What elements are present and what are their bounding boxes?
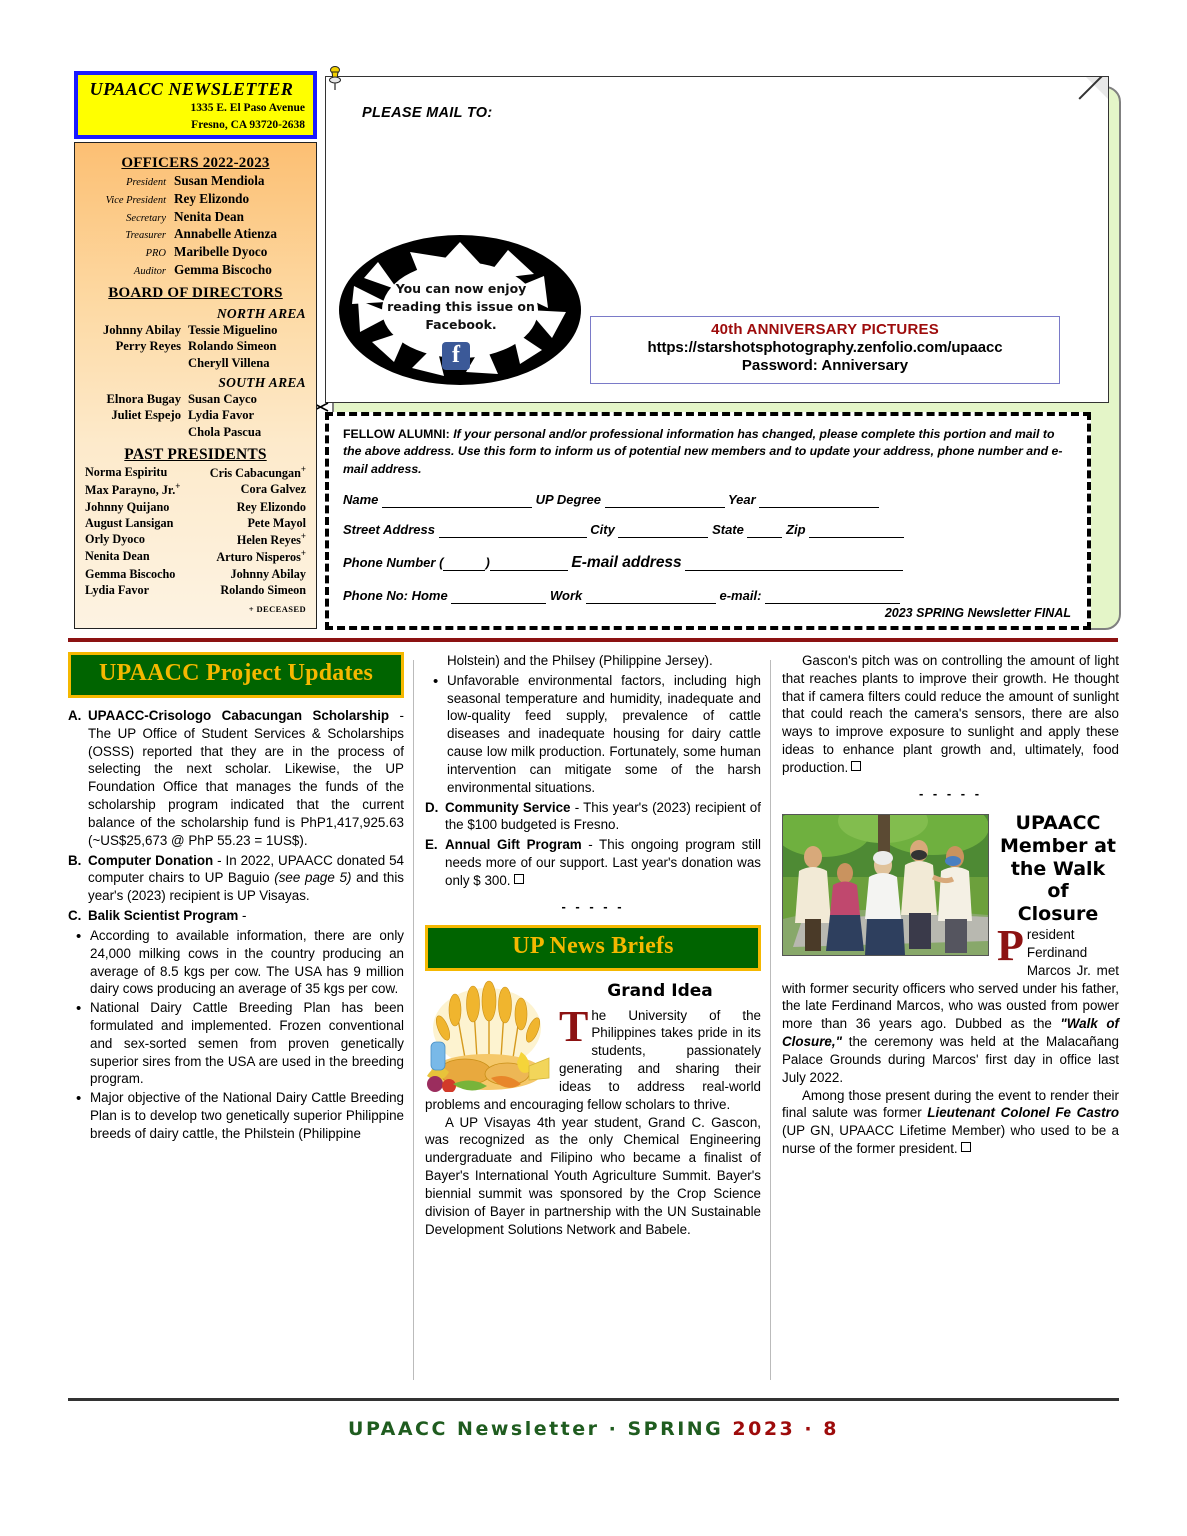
walk-of-closure-photo <box>782 814 989 956</box>
footer-text-left: UPAACC Newsletter · SPRING <box>348 1418 733 1440</box>
grand-idea-dropcap: T <box>559 1001 589 1051</box>
walk-para-2 <box>782 1087 1119 1158</box>
director-name-2: Rolando Simeon <box>188 339 277 354</box>
item-d-body <box>445 799 761 835</box>
past-president-name-1: Norma Espiritu <box>85 464 168 479</box>
past-president-name-2: Cora Galvez <box>240 482 306 497</box>
input-email[interactable] <box>765 588 900 604</box>
director-name-2: Susan Cayco <box>188 391 257 406</box>
form-row-phones <box>343 588 1073 604</box>
director-name-2: Tessie Miguelino <box>188 322 278 337</box>
item-a-body <box>88 707 404 850</box>
director-row <box>85 322 306 338</box>
past-president-name-1: Johnny Quijano <box>85 499 170 514</box>
walk-para-2-bold: Lieutenant Colonel Fe Castro <box>927 1105 1120 1121</box>
label-zip: Zip <box>786 522 806 538</box>
input-street-address[interactable] <box>439 522 587 538</box>
officer-role: Secretary <box>126 212 166 224</box>
item-a-text: - The UP Office of Student Services & Scholarships (OSSS) reported that they are in the process of selecting the next scholar. Likewise, the UP Foundation Office that manages the funds of the scholarship program indicated that the current balance of the scholarship fund is PhP1,417,925.63 (~US$25,673 @ PhP 55.23 = 1US$). <box>88 707 404 848</box>
item-b-text-italic: (see page 5) <box>274 870 352 886</box>
section-dots-divider-1: - - - - - <box>561 898 625 914</box>
director-row <box>85 355 306 371</box>
masthead-address-line-2: Fresno, CA 93720-2638 <box>191 118 305 131</box>
officer-role: President <box>126 177 166 188</box>
label-phone-home: Phone No: Home <box>343 588 448 604</box>
board-heading: BOARD OF DIRECTORS <box>108 284 283 301</box>
walk-title-line-4: Closure <box>1017 903 1099 926</box>
officers-heading: OFFICERS 2022-2023 <box>121 155 270 171</box>
input-email-address[interactable] <box>685 555 903 571</box>
input-phone-home[interactable] <box>451 588 546 604</box>
label-email-address: E-mail address <box>571 554 682 572</box>
item-e-title: Annual Gift Program <box>445 837 582 853</box>
director-row <box>85 338 306 354</box>
north-area-label: NORTH AREA <box>216 305 306 321</box>
past-president-name-2: Rey Elizondo <box>236 499 306 514</box>
past-president-name-2: Pete Mayol <box>247 515 306 530</box>
masthead-box <box>74 71 317 139</box>
input-city[interactable] <box>618 522 708 538</box>
director-name-2: Lydia Favor <box>188 408 255 423</box>
officer-row <box>85 173 306 190</box>
harvest-illustration-icon <box>425 980 553 1092</box>
director-name-1: Juliet Espejo <box>111 408 181 423</box>
item-e-letter: E. <box>425 837 438 853</box>
column-separator-1 <box>413 660 414 1380</box>
end-mark-icon-2 <box>851 761 861 771</box>
input-year[interactable] <box>759 492 879 508</box>
label-phone-number: Phone Number <box>343 555 436 571</box>
past-president-name-2: Arturo Nisperos+ <box>216 548 306 565</box>
director-name-1: Perry Reyes <box>115 339 181 354</box>
facebook-badge <box>338 234 582 386</box>
past-president-row <box>85 582 306 598</box>
past-president-name-1: Gemma Biscocho <box>85 566 176 581</box>
officer-row <box>85 244 306 261</box>
item-d-title: Community Service <box>445 799 571 815</box>
label-year: Year <box>727 492 756 508</box>
north-directors-list <box>85 322 306 371</box>
grand-idea-para-3 <box>782 652 1119 777</box>
officers-sidebar <box>74 142 317 629</box>
grand-idea-para-3-text: Gascon's pitch was on controlling the amount of light that reaches plants to improve their growth. He thought that if camera filters could reduce the amount of sunlight that could reach the camera's sensors, there are also ways to improve exposure to sunlight and apply these ideas to enhance plant growth and, ultimately, food production. <box>782 653 1119 775</box>
anniversary-password: Password: Anniversary <box>741 357 909 374</box>
label-street-address: Street Address <box>343 522 435 538</box>
walk-title-line-1: UPAACC <box>1015 812 1101 835</box>
item-b-text-post: and this year's (2023) recipient is UP Visayas. <box>88 870 405 904</box>
masthead-address-line-1: 1335 E. El Paso Avenue <box>190 102 305 114</box>
walk-para-2-pre: Among those present during the event to render their final salute was former <box>782 1087 1119 1121</box>
fb-line-3: Facebook. <box>425 317 497 333</box>
article-column-1 <box>68 652 404 1145</box>
news-briefs-banner-text: UP News Briefs <box>512 933 674 960</box>
section-dots-divider-2: - - - - - <box>918 785 983 801</box>
walk-para-1-tail: the ceremony was held at the Malacañang Palace Grounds during Marcos' first day in office last July 2022. <box>782 1034 1119 1085</box>
officer-row <box>85 191 306 208</box>
balik-bullets-col1 <box>68 927 404 1143</box>
pushpin-icon <box>326 66 344 96</box>
past-president-name-1: Lydia Favor <box>85 582 149 597</box>
bullet-item: • Unfavorable environmental factors, including high seasonal temperature and humidity, inadequate and low-quality feed supply, prevalence of cattle diseases and inadequate housing for dairy cattle cause low milk production. Fortunately, some human intervention can mitigate some of the harsh environmental situations. <box>447 672 761 797</box>
past-president-name-1: August Lansigan <box>85 515 174 530</box>
director-name-2: Cheryll Villena <box>188 355 270 370</box>
input-state[interactable] <box>747 522 782 538</box>
past-president-name-1: Orly Dyoco <box>85 531 145 546</box>
past-president-row <box>85 481 306 498</box>
masthead-title: UPAACC NEWSLETTER <box>89 79 294 99</box>
item-c-body <box>88 907 404 925</box>
item-c-text: - <box>238 908 247 924</box>
anniversary-pictures-box <box>590 316 1060 384</box>
project-item-b <box>68 852 404 905</box>
officer-role: Vice President <box>105 194 166 206</box>
bullet-item: • Major objective of the National Dairy Cattle Breeding Plan is to develop two genetically superior Philippine breeds of dairy cattle, the Philstein (Philippine <box>90 1089 404 1142</box>
walk-para-1-quote: "Walk of Closure," <box>782 1016 1119 1050</box>
project-item-a <box>68 707 404 850</box>
alumni-form-lead: FELLOW ALUMNI: <box>343 427 450 441</box>
past-president-row <box>85 499 306 515</box>
articles-area <box>68 652 1119 1392</box>
input-area-code[interactable] <box>443 555 485 571</box>
item-d-letter: D. <box>425 799 439 815</box>
officers-list <box>85 173 306 279</box>
anniversary-title: 40th ANNIVERSARY PICTURES <box>711 321 939 338</box>
past-president-row <box>85 548 306 565</box>
form-row-phone-email: Phone Number ( ) E-mail address <box>343 554 1073 572</box>
label-city: City <box>590 522 615 538</box>
past-president-name-2: Rolando Simeon <box>220 582 306 597</box>
article-column-2 <box>425 652 761 1238</box>
walk-para-1-rest: with former security officers who served under his father, the late Ferdinand Marcos, who was ousted from power more than 36 years ago. Dubbed as the <box>782 980 1119 1032</box>
officer-role: PRO <box>145 248 166 260</box>
fellow-alumni-form <box>325 412 1091 630</box>
please-mail-to-label: PLEASE MAIL TO: <box>362 105 493 121</box>
item-b-text-pre: - In 2022, UPAACC donated 54 computer chairs to UP Baguio <box>88 852 405 886</box>
form-version-label: 2023 SPRING Newsletter FINAL <box>884 606 1071 620</box>
balik-bullets-col2 <box>425 672 761 797</box>
alumni-form-intro <box>343 426 1073 478</box>
item-b-body <box>88 852 404 905</box>
past-president-name-2: Cris Cabacungan+ <box>209 463 306 480</box>
end-mark-icon <box>514 874 524 884</box>
past-president-row <box>85 566 306 582</box>
officer-row <box>85 262 306 279</box>
item-c-letter: C. <box>68 908 82 924</box>
label-up-degree: UP Degree <box>535 492 601 508</box>
walk-title-line-3: the Walk of <box>1010 857 1106 903</box>
walk-para-1-head: resident Ferdinand Marcos Jr. met <box>1026 927 1119 978</box>
walk-dropcap: P <box>997 921 1024 971</box>
item-e-text: - This ongoing program still needs more of our support. Last year's donation was only $ 300. <box>445 837 761 888</box>
input-name[interactable] <box>382 492 532 508</box>
officer-name: Maribelle Dyoco <box>174 244 268 260</box>
label-email: e-mail: <box>719 588 762 604</box>
item-a-title: UPAACC-Crisologo Cabacungan Scholarship <box>88 707 390 723</box>
item-b-letter: B. <box>68 852 82 868</box>
past-president-row <box>85 464 306 481</box>
walk-para-2-post: (UP GN, UPAACC Lifetime Member) who used to be a nurse of the former president. <box>782 1123 1119 1156</box>
officer-name: Rey Elizondo <box>174 190 250 206</box>
page-footer <box>0 1418 1187 1440</box>
fb-line-2: reading this issue on <box>387 299 535 315</box>
item-b-title: Computer Donation <box>88 852 214 868</box>
officer-role: Treasurer <box>125 230 166 242</box>
past-president-row <box>85 515 306 531</box>
south-directors-list <box>85 391 306 440</box>
deceased-footnote: + DECEASED <box>248 603 306 614</box>
form-row-address <box>343 522 1073 538</box>
input-phone[interactable] <box>490 555 568 571</box>
footer-divider-rule <box>68 1398 1119 1401</box>
project-item-d <box>425 799 761 835</box>
project-updates-banner <box>68 652 404 698</box>
item-c-title: Balik Scientist Program <box>88 908 239 924</box>
section-divider-rule <box>68 638 1118 642</box>
input-up-degree[interactable] <box>605 492 725 508</box>
item-d-text: - This year's (2023) recipient of the $100 budgeted is Fresno. <box>445 799 761 833</box>
past-presidents-heading: PAST PRESIDENTS <box>124 445 267 463</box>
article-column-3 <box>782 652 1119 1158</box>
project-item-e <box>425 836 761 889</box>
alumni-form-instructions: If your personal and/or professional information has changed, please complete this portion and mail to the above address. Use this form to inform us of potential new members and to update your address, phone number and e-mail address. <box>343 427 1063 476</box>
input-zip[interactable] <box>809 522 904 538</box>
officer-row <box>85 209 306 226</box>
officer-name: Gemma Biscocho <box>174 261 272 277</box>
director-name-1: Elnora Bugay <box>106 391 181 406</box>
page-dogear-line <box>1078 76 1109 107</box>
director-name-1: Johnny Abilay <box>102 322 181 337</box>
top-mailer-section <box>0 0 1187 650</box>
walk-title-line-2: Member at <box>1000 834 1116 857</box>
news-briefs-banner <box>425 925 761 971</box>
officer-role: Auditor <box>133 265 166 277</box>
past-president-name-1: Nenita Dean <box>85 549 150 564</box>
grand-idea-para-1-text: he University of the Philippines takes pride in its students, passionately generating and sharing their ideas to address real-world problems and encouraging fellow scholars to thrive. <box>425 1007 761 1112</box>
officer-name: Annabelle Atienza <box>174 226 277 242</box>
bullet-item: • According to available information, there are only 24,000 milking cows in the country producing an average of 8.5 kgs per cow. The USA has 9 million dairy cows producing an average of 35 kgs per cow. <box>90 927 404 998</box>
past-president-row <box>85 531 306 548</box>
officer-row <box>85 226 306 243</box>
past-president-name-1: Max Parayno, Jr.+ <box>85 481 181 498</box>
label-work: Work <box>549 588 583 604</box>
input-phone-work[interactable] <box>586 588 716 604</box>
director-name-2: Chola Pascua <box>188 424 262 439</box>
officer-name: Nenita Dean <box>174 208 244 224</box>
fb-line-1: You can now enjoy <box>395 281 527 296</box>
grand-idea-para-2: A UP Visayas 4th year student, Grand C. Gascon, was recognized as the only Chemical Engineering undergraduate and Filipino who became a finalist of Bayer's International Youth Agriculture Summit. Bayer's biennial summit was sponsored by the Crop Science division of Bayer in partnership with the UN Sustainable Development Solutions Network and Babele. <box>425 1114 761 1237</box>
label-state: State <box>712 522 744 538</box>
south-area-label: SOUTH AREA <box>218 374 306 390</box>
column-separator-2 <box>770 660 771 1380</box>
officer-name: Susan Mendiola <box>174 173 265 188</box>
bullet3-continuation: Holstein) and the Philsey (Philippine Jersey). <box>447 653 713 668</box>
bullet-item: • National Dairy Cattle Breeding Plan has been formulated and implemented. Frozen conventional and sex-sorted semen from proven genetically superior sires from the USA are used in the breeding program. <box>90 999 404 1088</box>
footer-text-right: 2023 · 8 <box>732 1418 839 1440</box>
form-row-name <box>343 492 1073 508</box>
director-row <box>85 391 306 407</box>
past-president-name-2: Helen Reyes+ <box>236 530 306 547</box>
project-updates-banner-text: UPAACC Project Updates <box>98 660 374 686</box>
facebook-icon: f <box>442 342 470 370</box>
grand-idea-headline: Grand Idea <box>607 980 713 1001</box>
facebook-badge-text <box>386 280 536 334</box>
past-presidents-list <box>85 464 306 598</box>
project-item-c <box>68 907 404 925</box>
label-name: Name <box>343 492 379 508</box>
director-row <box>85 424 306 440</box>
anniversary-url[interactable]: https://starshotsphotography.zenfolio.com/upaacc <box>647 339 1003 356</box>
end-mark-icon-3 <box>961 1142 971 1152</box>
past-president-name-2: Johnny Abilay <box>230 566 306 581</box>
director-row <box>85 407 306 423</box>
item-e-body <box>445 836 761 889</box>
item-a-letter: A. <box>68 707 82 723</box>
